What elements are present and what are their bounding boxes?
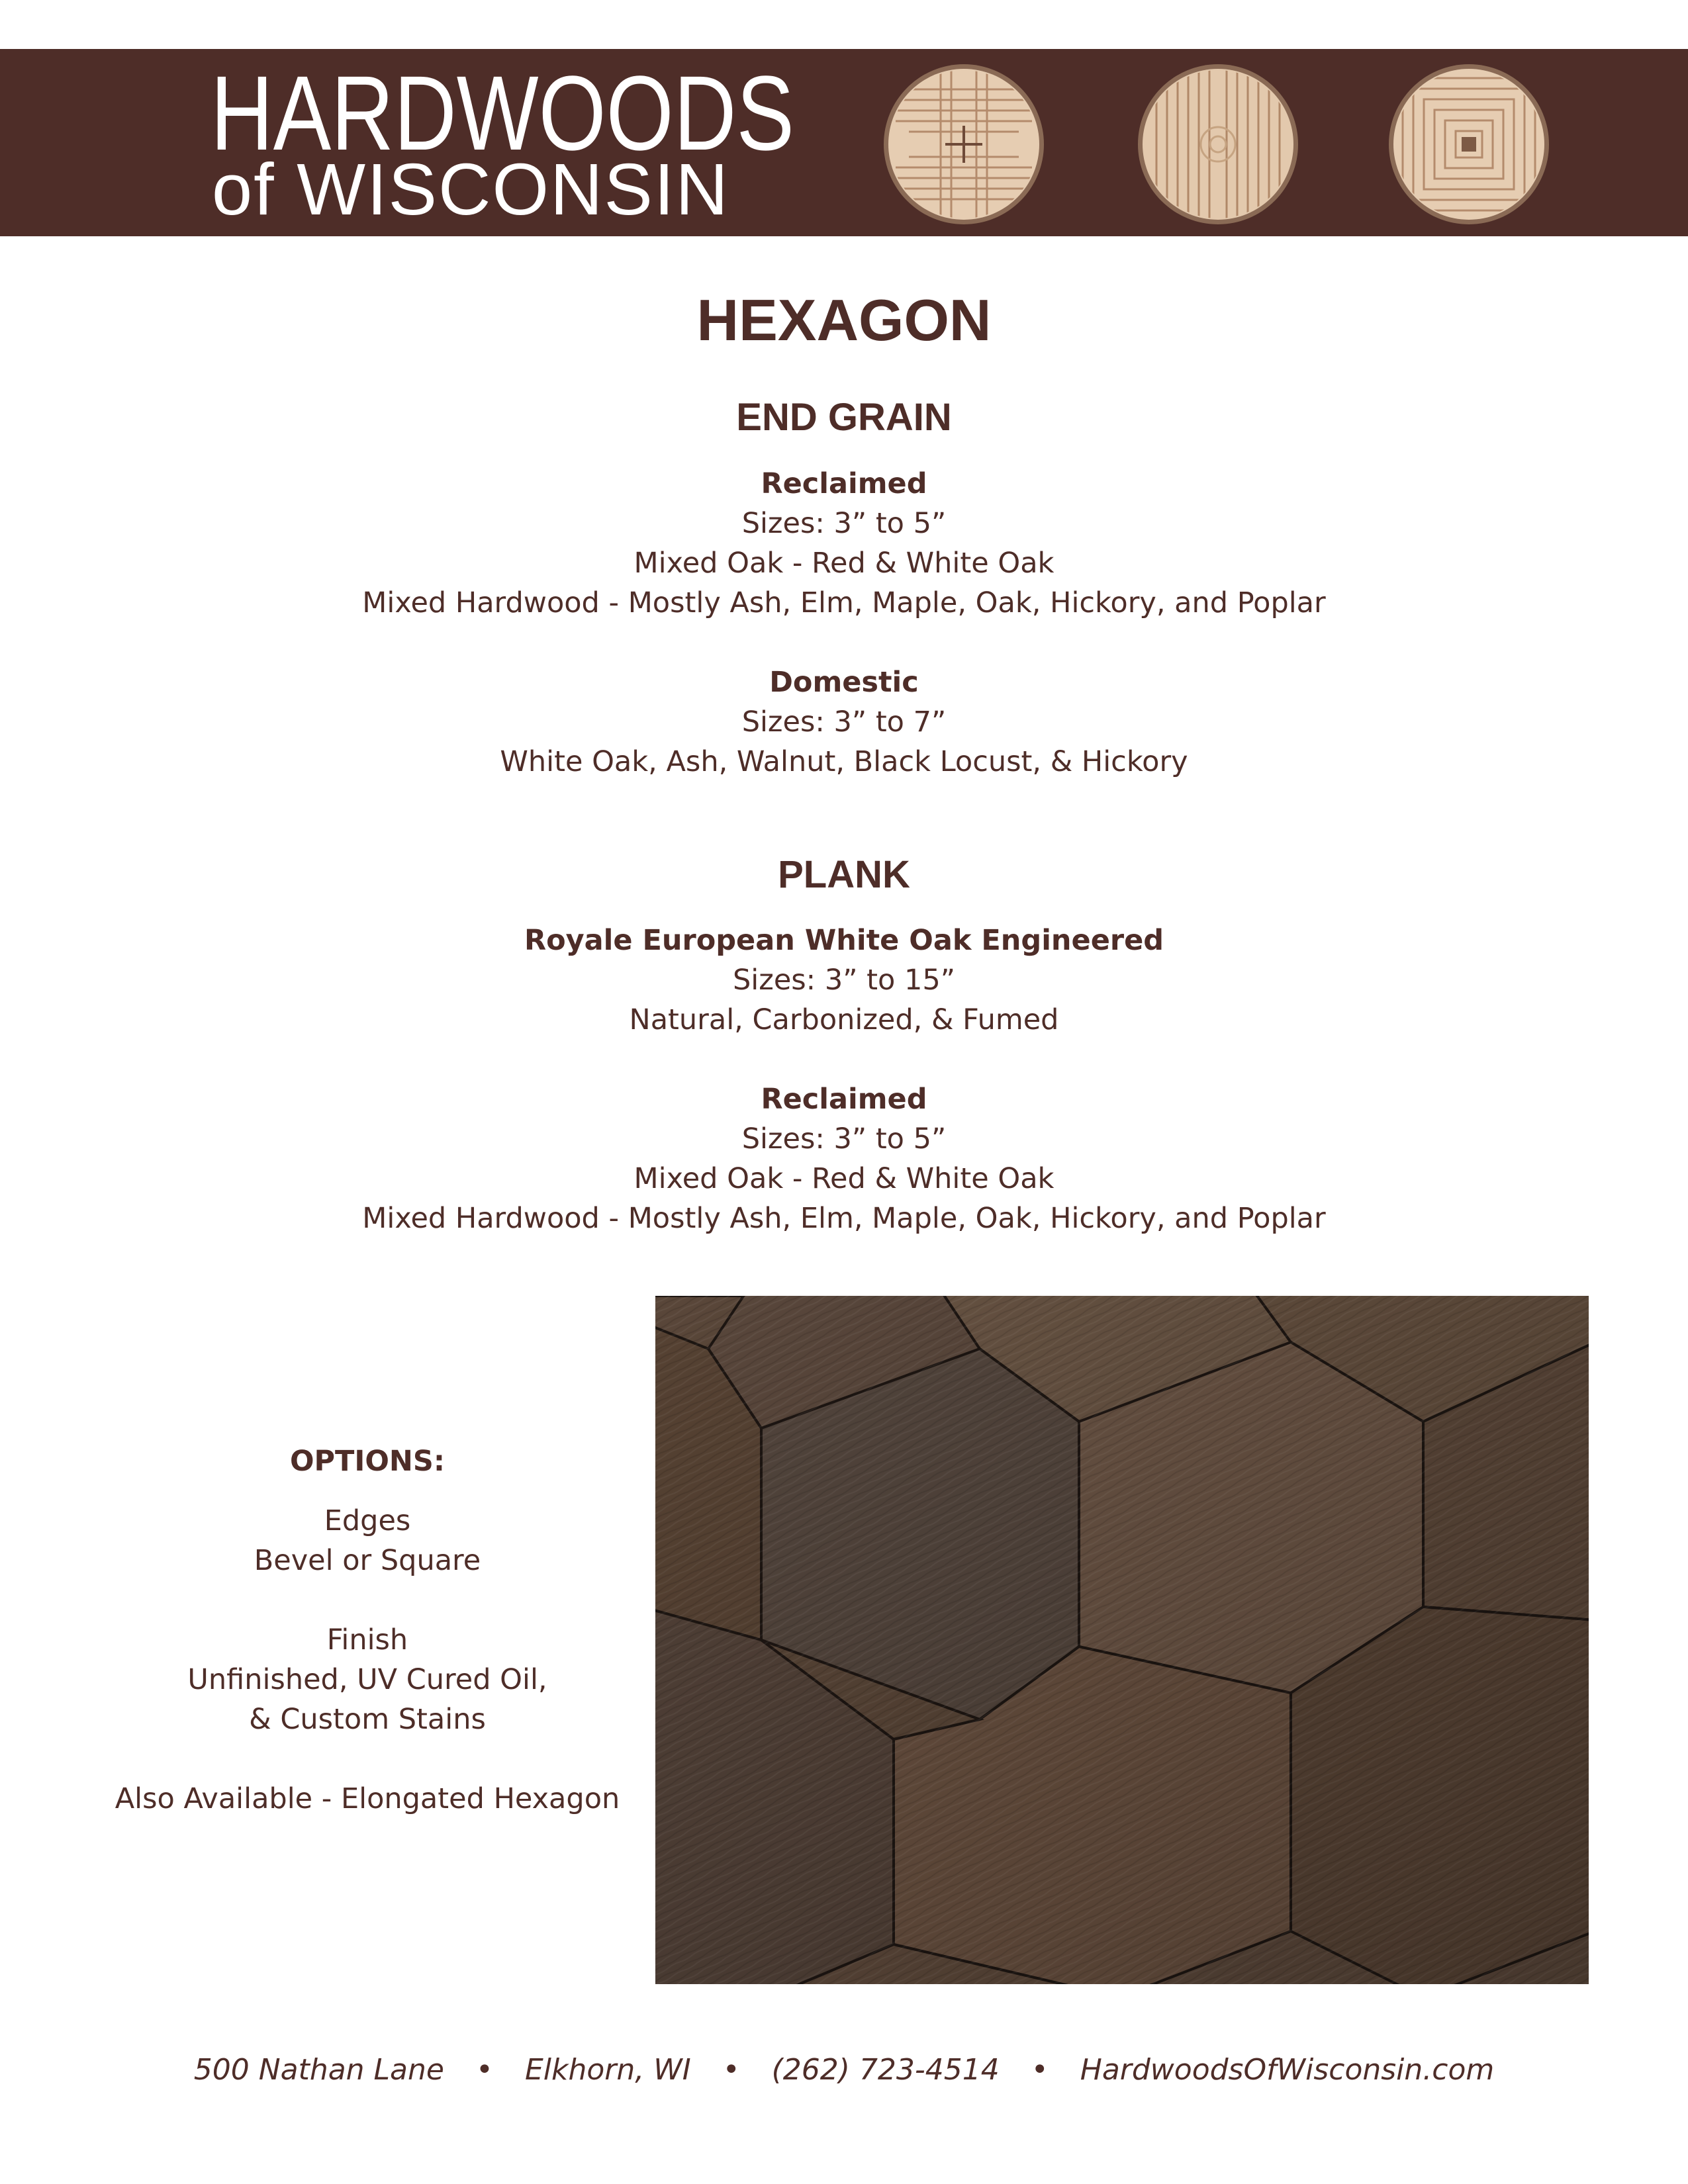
options-spacer: [93, 1580, 642, 1620]
options-edges-value: Bevel or Square: [254, 1544, 481, 1577]
log-cross-pattern-icon: [882, 63, 1045, 226]
brand-subtitle: of WISCONSIN: [212, 149, 729, 230]
plank-reclaimed-section: [182, 1079, 1506, 1238]
end-grain-heading: END GRAIN: [736, 396, 952, 439]
options-also-available: Also Available - Elongated Hexagon: [115, 1782, 620, 1815]
brand-name: HARDWOODS: [211, 54, 794, 172]
options-title: OPTIONS:: [289, 1445, 445, 1478]
plank-reclaimed-title: Reclaimed: [761, 1083, 927, 1116]
plank-royale-title: Royale European White Oak Engineered: [524, 924, 1164, 957]
footer-city: Elkhorn, WI: [524, 2053, 691, 2087]
footer-separator: •: [475, 2053, 493, 2087]
plank-royale-line1: Natural, Carbonized, & Fumed: [629, 1003, 1059, 1036]
plank-reclaimed-line1: Mixed Oak - Red & White Oak: [633, 1162, 1055, 1195]
footer-separator: •: [1031, 2053, 1049, 2087]
header-bar: [0, 49, 1688, 236]
end-grain-reclaimed-section: [182, 464, 1506, 623]
end-grain-domestic-sizes: Sizes: 3” to 7”: [741, 705, 947, 739]
plank-royale-section: [182, 921, 1506, 1040]
options-spacer: [93, 1739, 642, 1779]
plank-reclaimed-line2: Mixed Hardwood - Mostly Ash, Elm, Maple, Oak, Hickory, and Poplar: [362, 1202, 1326, 1235]
footer-separator: •: [722, 2053, 740, 2087]
footer-phone: (262) 723-4514: [771, 2053, 1000, 2087]
footer-address: 500 Nathan Lane: [193, 2053, 444, 2087]
options-finish-label: Finish: [326, 1623, 408, 1657]
plank-reclaimed-sizes: Sizes: 3” to 5”: [741, 1122, 947, 1156]
end-grain-reclaimed-line2: Mixed Hardwood - Mostly Ash, Elm, Maple, Oak, Hickory, and Poplar: [362, 586, 1326, 619]
plank-heading: PLANK: [778, 853, 910, 896]
footer-contact: [0, 2050, 1688, 2090]
options-panel: [93, 1441, 642, 1819]
options-finish-value1: Unfinished, UV Cured Oil,: [187, 1663, 547, 1696]
plank-royale-sizes: Sizes: 3” to 15”: [733, 964, 955, 997]
end-grain-domestic-title: Domestic: [769, 666, 919, 699]
log-concentric-squares-icon: [1387, 63, 1550, 226]
end-grain-domestic-line1: White Oak, Ash, Walnut, Black Locust, & Hickory: [500, 745, 1188, 778]
end-grain-reclaimed-title: Reclaimed: [761, 467, 927, 500]
end-grain-reclaimed-line1: Mixed Oak - Red & White Oak: [633, 547, 1055, 580]
end-grain-reclaimed-sizes: Sizes: 3” to 5”: [741, 507, 947, 540]
options-finish-value2: & Custom Stains: [249, 1703, 486, 1736]
page-title: HEXAGON: [696, 287, 992, 353]
options-edges-label: Edges: [324, 1504, 411, 1537]
footer-website[interactable]: HardwoodsOfWisconsin.com: [1080, 2053, 1495, 2087]
end-grain-domestic-section: [182, 662, 1506, 782]
log-stripes-icon: [1137, 63, 1299, 226]
hexagon-floor-photo: [655, 1296, 1589, 1984]
